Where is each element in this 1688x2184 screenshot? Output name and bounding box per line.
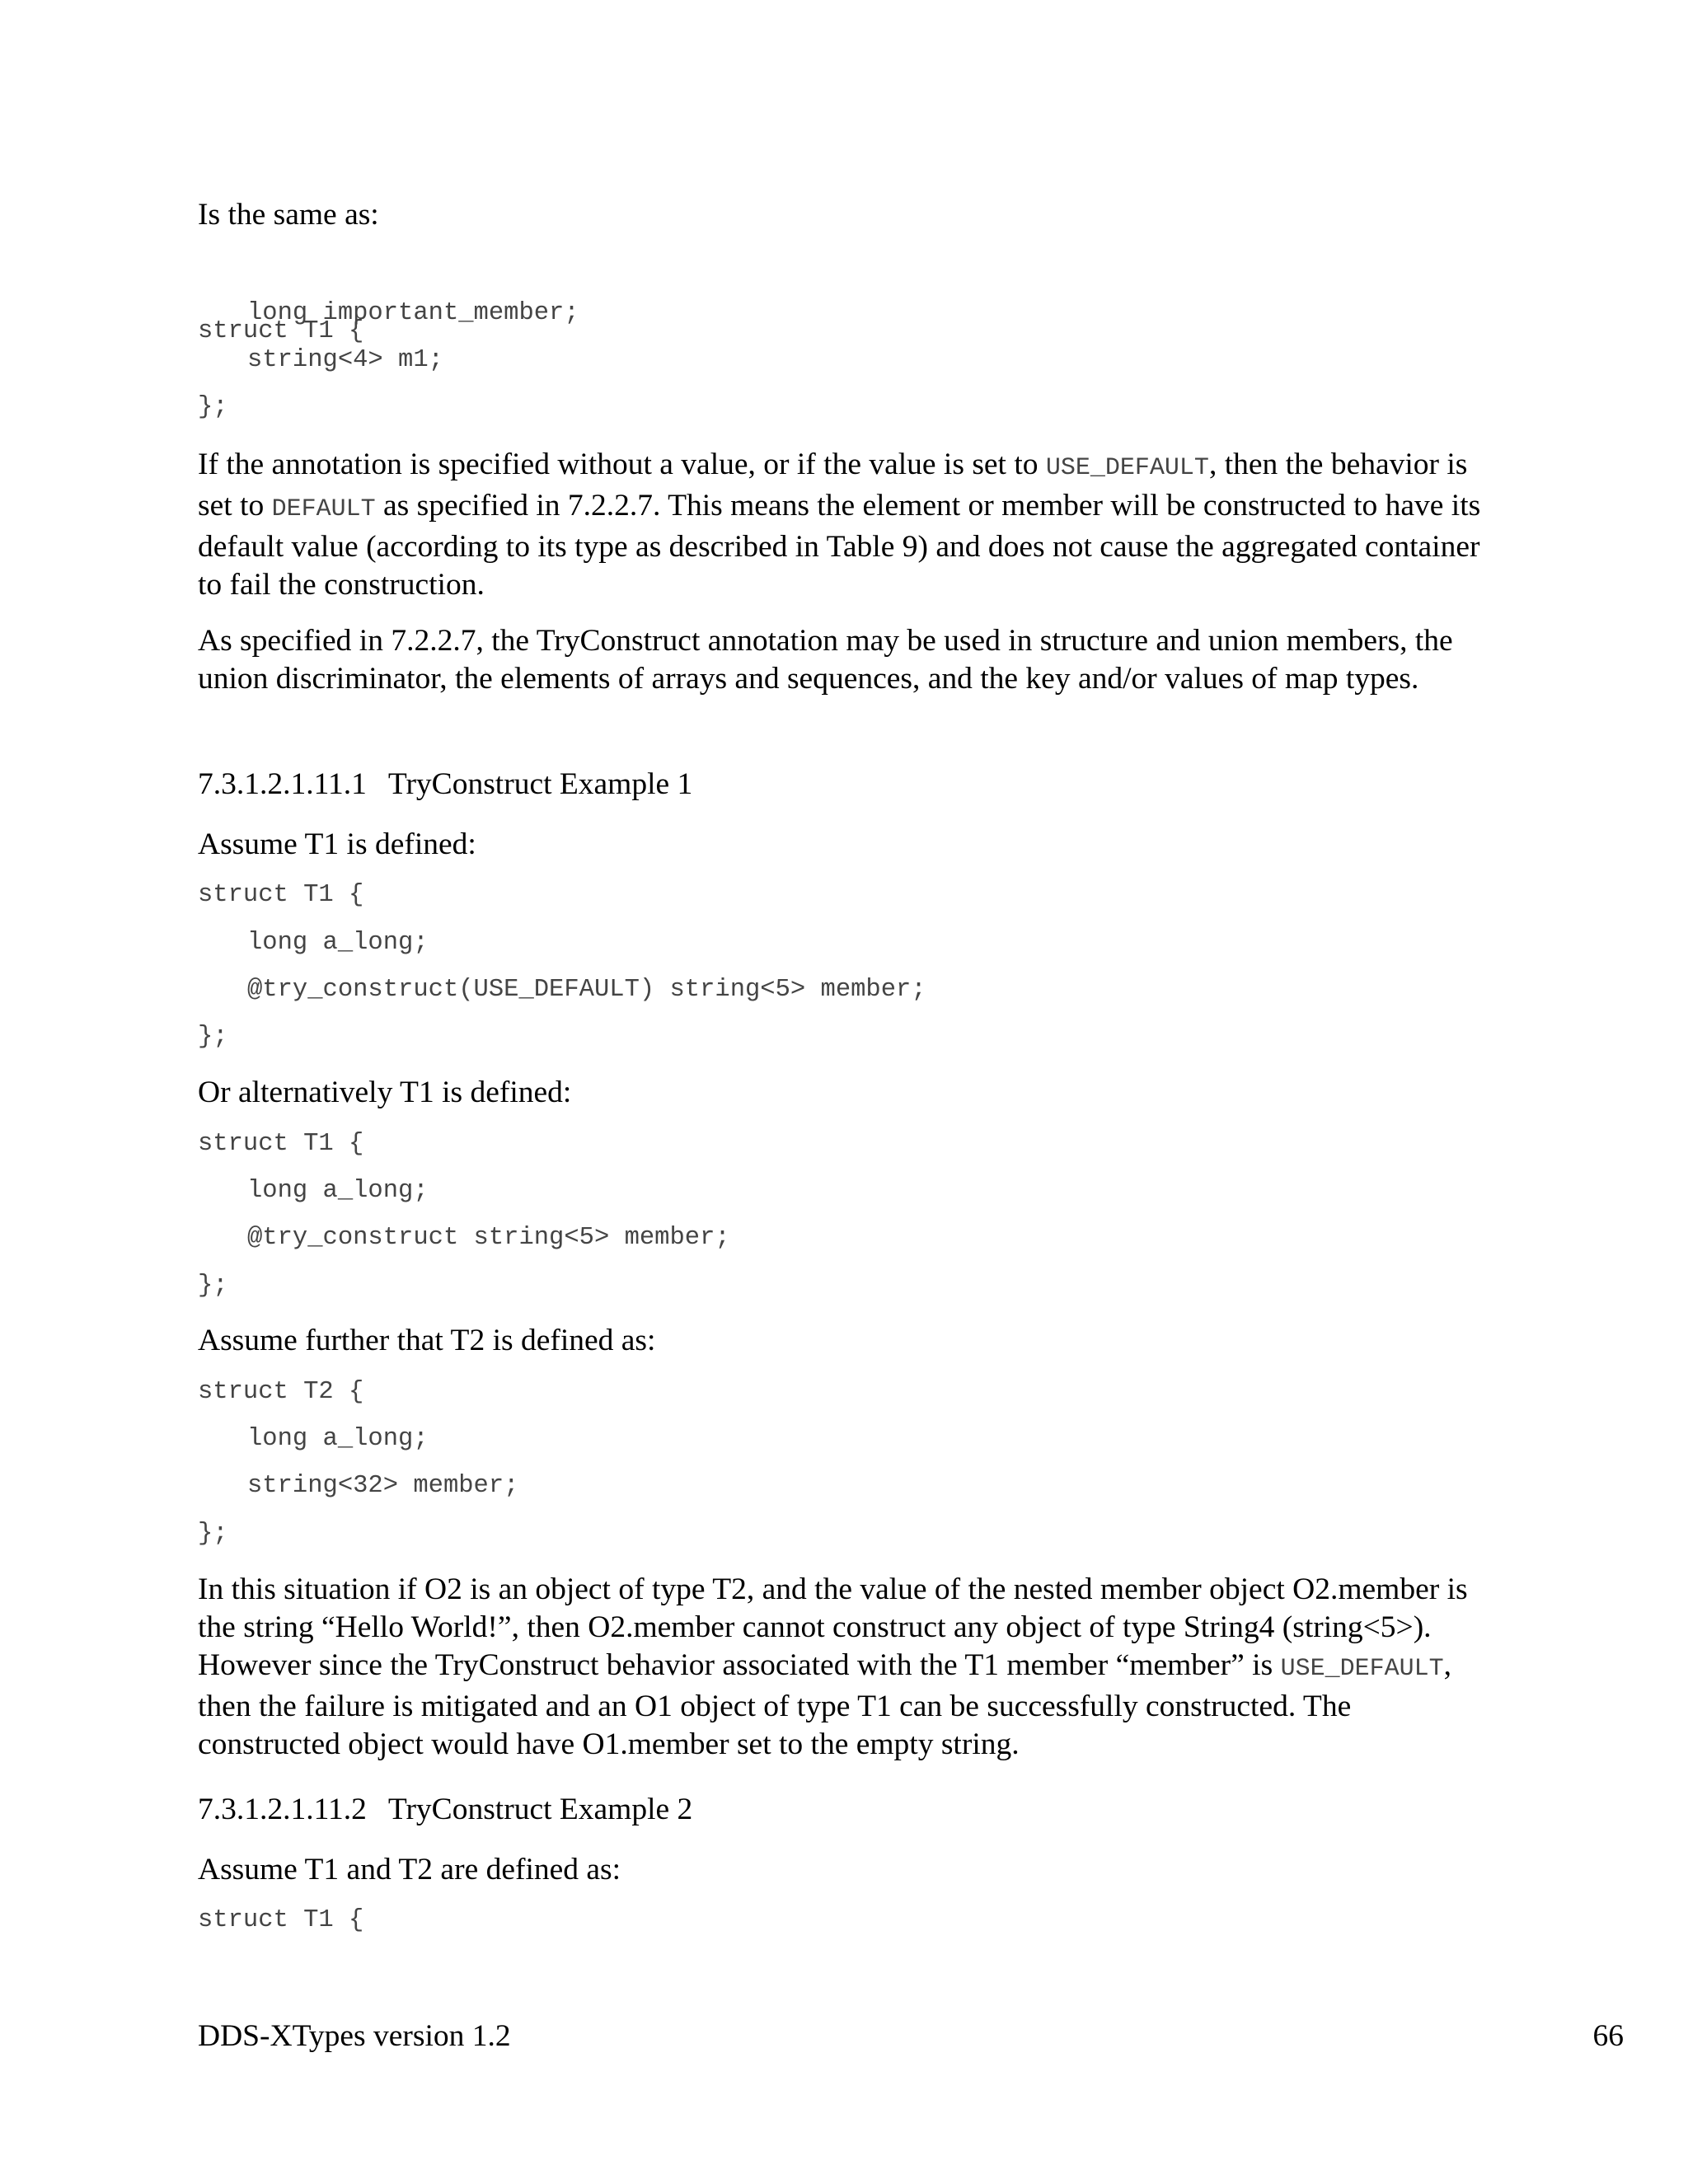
- alternative-text: Or alternatively T1 is defined:: [198, 1076, 572, 1109]
- assume-text-3: Assume T1 and T2 are defined as:: [198, 1853, 621, 1886]
- intro-text: Is the same as:: [198, 198, 379, 232]
- section-title: TryConstruct Example 2: [387, 1793, 693, 1826]
- code-line: };: [198, 1520, 228, 1548]
- code-line: @try_construct string<5> member;: [247, 1224, 730, 1252]
- text-run: , then the behavior is set to: [198, 448, 1468, 523]
- code-line: long important_member;: [247, 299, 579, 327]
- code-line: @try_construct(USE_DEFAULT) string<5> member;: [247, 976, 926, 1004]
- text-run: as specified in 7.2.2.7. This means the element or member will be constructed to have its default value (according to its type as described in Table 9) and does not cause the aggregated container to fail the construction.: [198, 489, 1481, 602]
- code-line: };: [198, 393, 228, 421]
- text-run: If the annotation is specified without a value, or if the value is set to: [198, 448, 1046, 481]
- inline-code: USE_DEFAULT: [1045, 454, 1209, 482]
- code-line: };: [198, 1023, 228, 1051]
- code-line: };: [198, 1272, 228, 1300]
- section-number: 7.3.1.2.1.11.2: [198, 1793, 367, 1826]
- text-run: In this situation if O2 is an object of type T2, and the value of the nested member object O2.member is the string “Hello World!”, then O2.member cannot construct any object of type String4 (string<5>). However since the TryConstruct behavior associated with the T1 member “member” is: [198, 1572, 1468, 1682]
- inline-code: DEFAULT: [271, 495, 376, 523]
- paragraph-1: [198, 446, 1500, 604]
- code-line: long a_long;: [247, 1425, 429, 1453]
- code-line: struct T1 {: [198, 317, 364, 345]
- inline-code: USE_DEFAULT: [1280, 1655, 1444, 1683]
- code-line: long a_long;: [247, 929, 429, 957]
- code-line: struct T1 {: [198, 1906, 364, 1934]
- section-title: TryConstruct Example 1: [387, 767, 693, 801]
- code-line: struct T1 {: [198, 1130, 364, 1158]
- footer-page-number: 66: [1592, 2019, 1624, 2053]
- paragraph-3: [198, 1571, 1500, 1764]
- assume-text-2: Assume further that T2 is defined as:: [198, 1324, 656, 1357]
- code-line: long a_long;: [247, 1177, 429, 1205]
- assume-text-1: Assume T1 is defined:: [198, 827, 476, 861]
- code-block-1: [198, 249, 1500, 414]
- text-run: , then the failure is mitigated and an O1 object of type T1 can be successfully constructed. The constructed object would have O1.member set to the empty string.: [198, 1648, 1451, 1761]
- section-heading-1: [198, 766, 1500, 804]
- section-heading-2: [198, 1791, 1500, 1829]
- footer-doc-title: DDS-XTypes version 1.2: [198, 2019, 511, 2053]
- code-line: struct T2 {: [198, 1378, 364, 1406]
- document-page: [198, 0, 1624, 2184]
- paragraph-2: As specified in 7.2.2.7, the TryConstruct annotation may be used in structure and union members, the union discriminator, the elements of arrays and sequences, and the key and/or values of map types.: [198, 624, 1453, 696]
- code-line: struct T1 {: [198, 881, 364, 909]
- code-line: string<32> member;: [247, 1472, 519, 1500]
- section-number: 7.3.1.2.1.11.1: [198, 767, 367, 801]
- code-line: string<4> m1;: [247, 346, 443, 374]
